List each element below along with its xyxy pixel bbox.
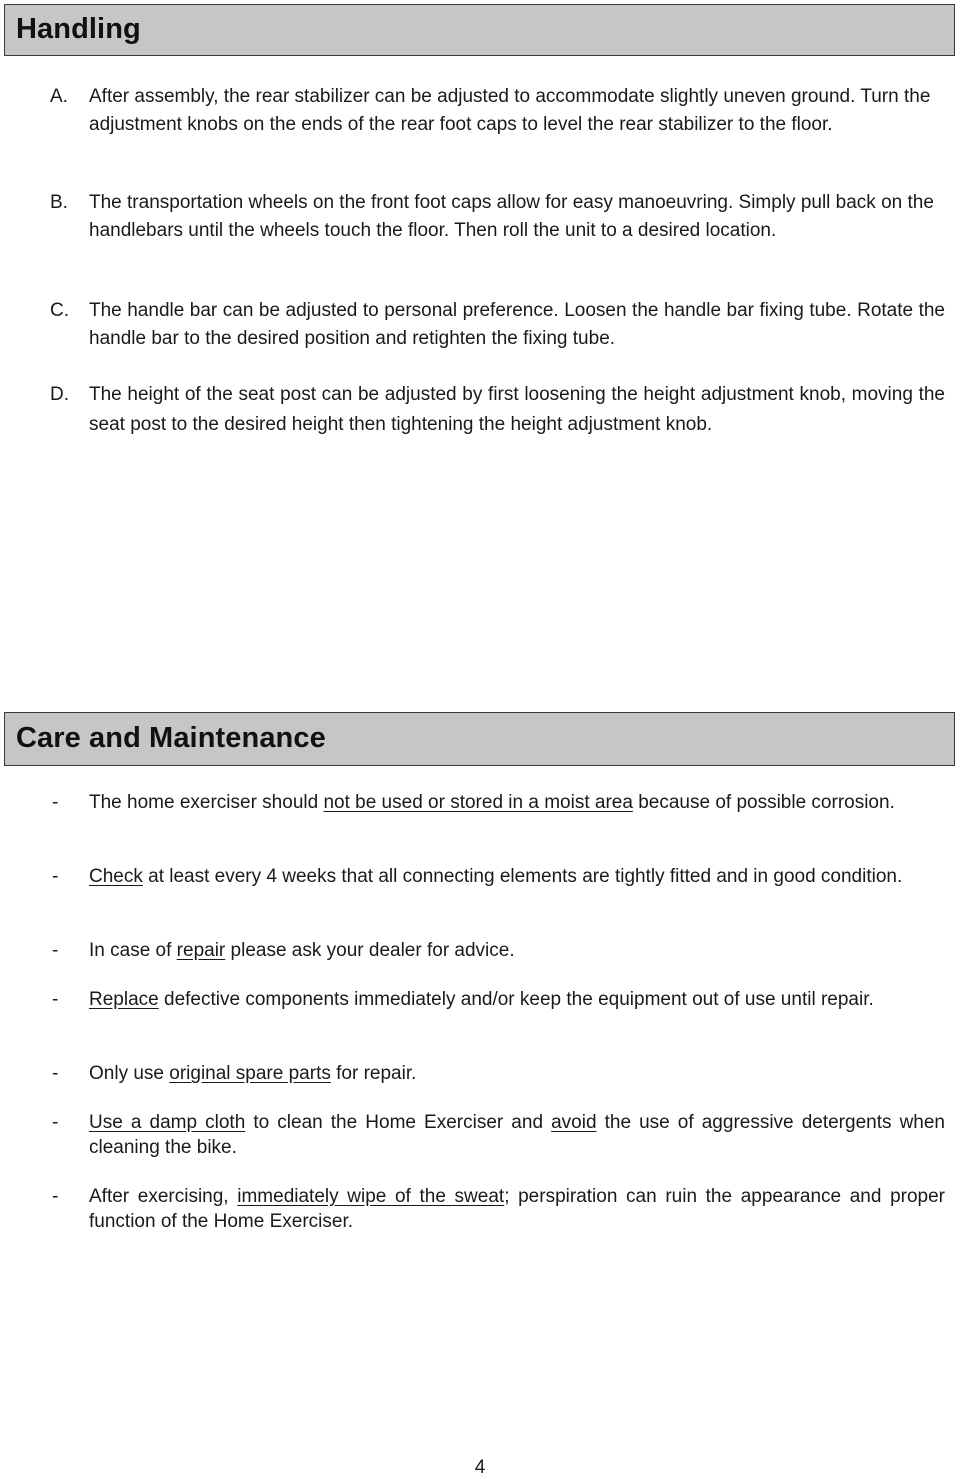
item-marker: C.: [50, 300, 69, 321]
bullet-dash: -: [52, 1063, 59, 1084]
bullet-dash: -: [52, 1186, 59, 1207]
care-item-3: [50, 938, 945, 963]
care-item-text: In case of repair please ask your dealer for advice.: [89, 940, 515, 961]
handling-item-a: [50, 83, 945, 139]
page-number: 4: [474, 1457, 486, 1478]
item-marker: B.: [50, 192, 68, 213]
care-item-4: [50, 987, 945, 1012]
care-header: [4, 712, 955, 766]
bullet-dash: -: [52, 989, 59, 1010]
bullet-dash: -: [52, 1112, 59, 1133]
handling-title: Handling: [16, 13, 141, 45]
bullet-dash: -: [52, 940, 59, 961]
item-text: The height of the seat post can be adjusted by first loosening the height adjustment knob, moving the seat post to the desired height then tightening the height adjustment knob.: [89, 384, 945, 435]
handling-header: [4, 4, 955, 56]
care-item-6: [50, 1110, 945, 1160]
item-text: The transportation wheels on the front foot caps allow for easy manoeuvring. Simply pull back on the handlebars until the wheels touch the floor. Then roll the unit to a desired location.: [89, 192, 934, 241]
handling-item-c: [50, 297, 945, 353]
handling-item-b: [50, 189, 945, 245]
care-item-7: [50, 1184, 945, 1234]
bullet-dash: -: [52, 866, 59, 887]
care-item-text: Use a damp cloth to clean the Home Exerciser and avoid the use of aggressive detergents when cleaning the bike.: [89, 1112, 945, 1158]
care-title: Care and Maintenance: [16, 722, 326, 754]
care-item-text: The home exerciser should not be used or stored in a moist area because of possible corrosion.: [89, 792, 895, 813]
item-marker: A.: [50, 86, 68, 107]
care-item-text: Replace defective components immediately and/or keep the equipment out of use until repair.: [89, 989, 874, 1010]
item-text: The handle bar can be adjusted to personal preference. Loosen the handle bar fixing tube. Rotate the handle bar to the desired position and retighten the fixing tube.: [89, 300, 945, 349]
care-item-1: [50, 790, 945, 815]
care-item-text: After exercising, immediately wipe of the sweat; perspiration can ruin the appearance and proper function of the Home Exerciser.: [89, 1186, 945, 1232]
item-text: After assembly, the rear stabilizer can be adjusted to accommodate slightly uneven ground. Turn the adjustment knobs on the ends of the rear foot caps to level the rear stabilizer to the floor.: [89, 86, 931, 135]
item-marker: D.: [50, 384, 69, 405]
care-item-2: [50, 864, 945, 889]
handling-item-d: [50, 380, 945, 440]
bullet-dash: -: [52, 792, 59, 813]
care-item-text: Check at least every 4 weeks that all connecting elements are tightly fitted and in good condition.: [89, 866, 903, 887]
care-item-5: [50, 1061, 945, 1086]
care-item-text: Only use original spare parts for repair.: [89, 1063, 417, 1084]
